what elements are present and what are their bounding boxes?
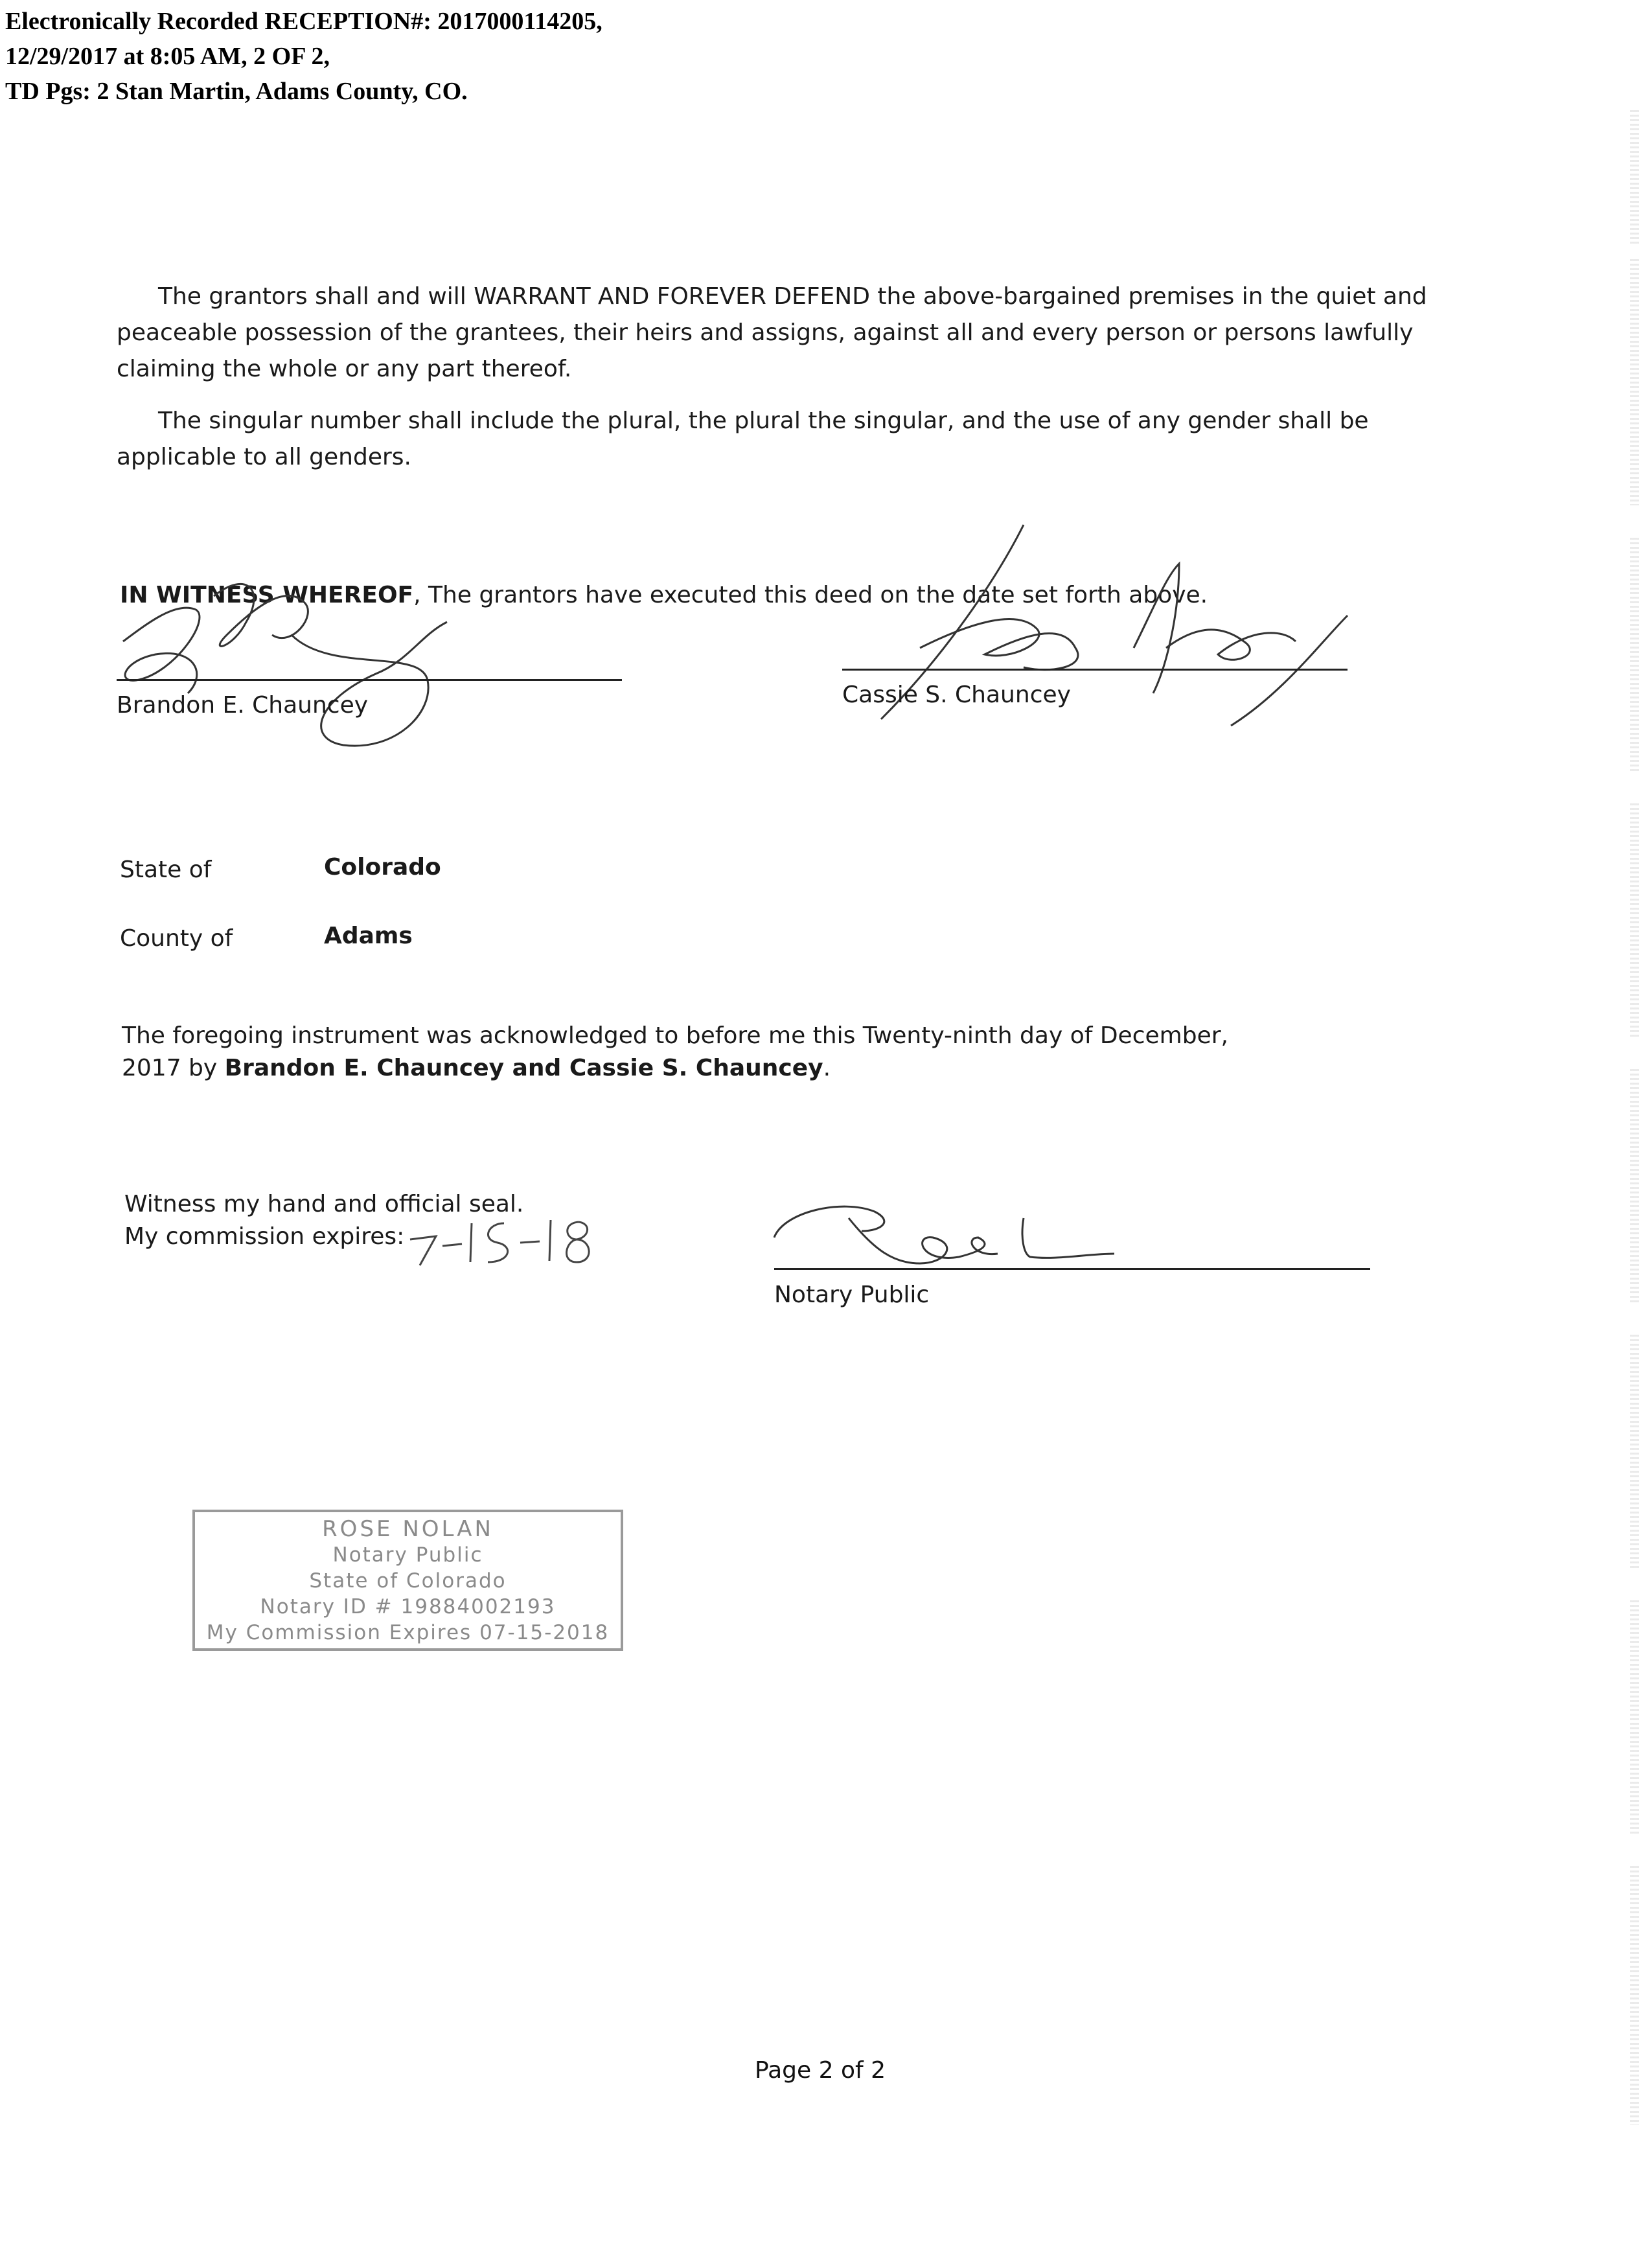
number-paragraph: The singular number shall include the plural, the plural the singular, and the use of any gender shall be applicable to all genders. (117, 408, 1369, 470)
witness-clause: IN WITNESS WHEREOF, The grantors have executed this deed on the date set forth above. (120, 582, 1208, 608)
scan-edge-artifact (1630, 1600, 1639, 1834)
recording-header-line2: 12/29/2017 at 8:05 AM, 2 OF 2, (5, 43, 330, 70)
grantor2-signature-line (842, 669, 1348, 671)
scan-edge-artifact (1630, 1866, 1639, 2125)
stamp-name: ROSE NOLAN (322, 1516, 494, 1542)
recording-header-line1: Electronically Recorded RECEPTION#: 2017000114205, (5, 8, 602, 35)
commission-expires-label: My commission expires: (124, 1223, 405, 1250)
stamp-notary-id: Notary ID # 19884002193 (260, 1595, 556, 1618)
grantor1-signature (97, 544, 460, 767)
scan-edge-artifact (1630, 538, 1639, 771)
county-value: Adams (324, 923, 413, 949)
stamp-state: State of Colorado (309, 1569, 507, 1593)
county-label: County of (120, 925, 233, 952)
grantor1-name: Brandon E. Chauncey (117, 692, 369, 719)
scan-edge-artifact (1630, 259, 1639, 505)
scan-edge-artifact (1630, 803, 1639, 1037)
notary-signature (764, 1192, 1127, 1292)
commission-expiry-handwritten (407, 1210, 601, 1271)
acknowledgment-line2: 2017 by Brandon E. Chauncey and Cassie S. Chauncey. (122, 1055, 831, 1081)
warranty-paragraph: The grantors shall and will WARRANT AND FOREVER DEFEND the above-bargained premises in the quiet and peaceable possession of the grantees, their heirs and assigns, against all and every person or persons lawfully claiming the whole or any part thereof. (117, 283, 1427, 382)
state-label: State of (120, 857, 212, 883)
state-value: Colorado (324, 854, 441, 881)
stamp-expires: My Commission Expires 07-15-2018 (206, 1621, 610, 1644)
notary-stamp (192, 1510, 623, 1651)
scan-edge-artifact (1630, 1069, 1639, 1302)
acknowledgment-line1: The foregoing instrument was acknowledged to before me this Twenty-ninth day of December, (122, 1022, 1228, 1049)
grantor2-signature (829, 512, 1360, 748)
grantor2-name: Cassie S. Chauncey (842, 682, 1071, 708)
witness-hand-seal: Witness my hand and official seal. (124, 1191, 524, 1217)
scan-edge-artifact (1630, 110, 1639, 246)
recording-header-line3: TD Pgs: 2 Stan Martin, Adams County, CO. (5, 78, 468, 105)
stamp-title: Notary Public (332, 1543, 483, 1567)
grantor1-signature-line (117, 679, 622, 681)
notary-public-label: Notary Public (774, 1282, 930, 1308)
scan-edge-artifact (1630, 1335, 1639, 1568)
notary-signature-line (774, 1268, 1370, 1270)
recording-header (5, 4, 602, 109)
page-number: Page 2 of 2 (755, 2057, 886, 2084)
